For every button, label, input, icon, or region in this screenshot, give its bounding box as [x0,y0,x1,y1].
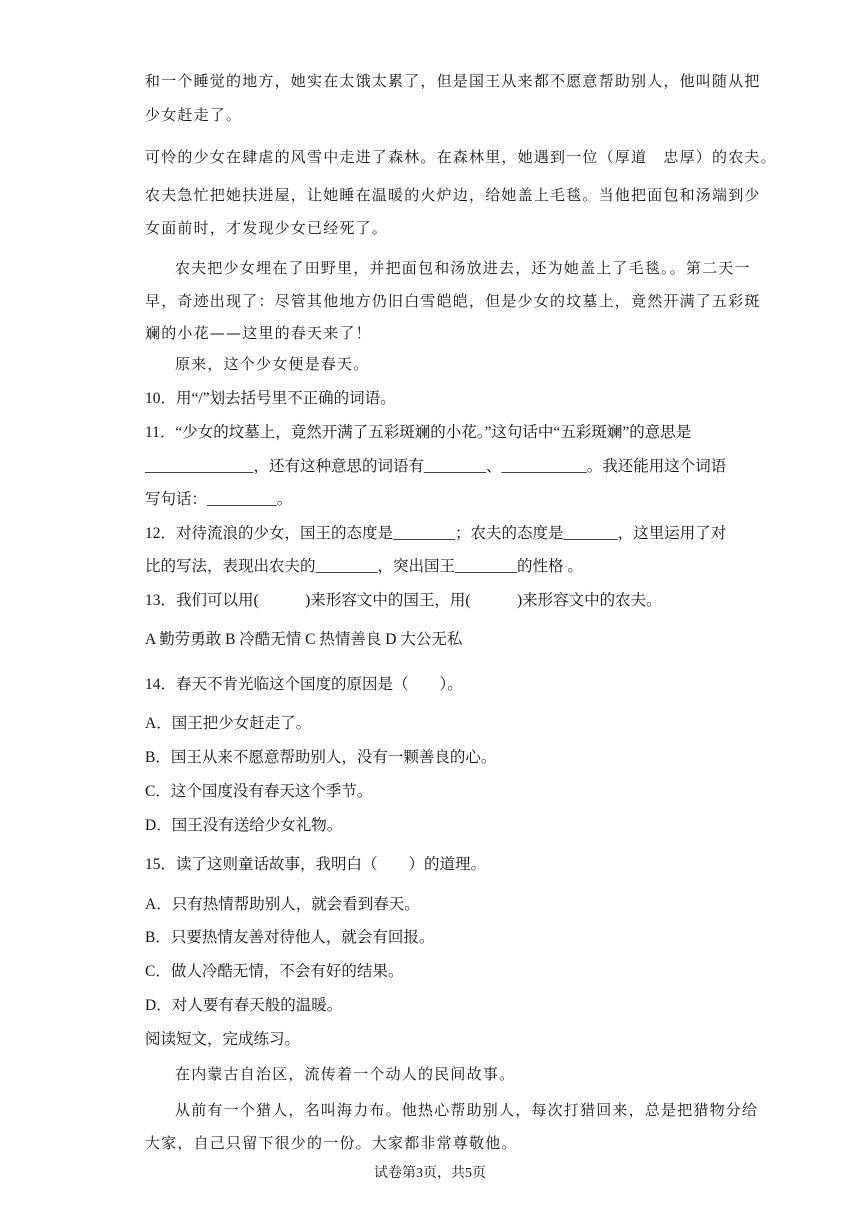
page-footer: 试卷第3页，共5页 [374,1166,486,1181]
question-15-option-b: B．只要热情友善对待他人，就会有回报。 [145,929,435,946]
question-13: 13．我们可以用( )来形容文中的国王，用( )来形容文中的农夫。 [145,592,662,609]
story-line: 女面前时，才发现少女已经死了。 [145,219,389,237]
question-12-line-2: 比的写法，表现出农夫的________，突出国王________的性格 。 [145,558,583,575]
question-14-option-d: D．国王没有送给少女礼物。 [145,817,343,834]
story-line: 少女赶走了。 [145,106,243,124]
passage-line: 大家，自己只留下很少的一份。大家都非常尊敬他。 [145,1134,518,1152]
question-15-option-d: D．对人要有春天般的温暖。 [145,997,343,1014]
story-line: 和一个睡觉的地方，她实在太饿太累了，但是国王从来都不愿意帮助别人，他叫随从把 [145,72,761,90]
section-heading: 阅读短文，完成练习。 [145,1031,301,1048]
question-11-line-3: 写句话：_________。 [145,491,293,508]
story-line: 斓的小花——这里的春天来了！ [145,324,372,342]
passage-line: 在内蒙古自治区，流传着一个动人的民间故事。 [175,1065,516,1083]
question-15-option-a: A．只有热情帮助别人，就会看到春天。 [145,896,420,913]
question-12-line-1: 12．对待流浪的少女，国王的态度是________；农夫的态度是_______，这里运用了对 [145,525,727,542]
story-line: 早，奇迹出现了：尽管其他地方仍旧白雪皑皑，但是少女的坟墓上，竟然开满了五彩斑 [145,292,761,310]
passage-line: 从前有一个猎人，名叫海力布。他热心帮助别人，每次打猎回来，总是把猎物分给 [175,1101,759,1119]
story-line: 农夫把少女埋在了田野里，并把面包和汤放进去，还为她盖上了毛毯。。第二天一 [175,259,751,277]
question-15: 15．读了这则童话故事，我明白（ ）的道理。 [145,856,487,873]
question-15-option-c: C．做人冷酷无情，不会有好的结果。 [145,963,404,980]
story-line: 可怜的少女在肆虐的风雪中走进了森林。在森林里，她遇到一位（厚道 忠厚）的农夫。 [145,148,777,166]
question-14-option-a: A．国王把少女赶走了。 [145,715,312,732]
question-14-option-b: B．国王从来不愿意帮助别人，没有一颗善良的心。 [145,749,497,766]
question-14: 14．春天不肯光临这个国度的原因是（ ）。 [145,676,463,693]
question-11-line-2: ______________，还有这种意思的词语有________、___________。我还能用这个词语 [145,458,727,475]
question-14-option-c: C．这个国度没有春天这个季节。 [145,783,373,800]
story-line: 农夫急忙把她扶进屋，让她睡在温暖的火炉边，给她盖上毛毯。当他把面包和汤端到少 [145,186,761,204]
question-10: 10．用“/”划去括号里不正确的词语。 [145,390,396,407]
question-11-line-1: 11．“少女的坟墓上，竟然开满了五彩斑斓的小花。”这句话中“五彩斑斓”的意思是 [145,424,692,441]
story-line: 原来，这个少女便是春天。 [175,355,370,373]
question-13-options: A 勤劳勇敢 B 冷酷无情 C 热情善良 D 大公无私 [145,631,463,648]
